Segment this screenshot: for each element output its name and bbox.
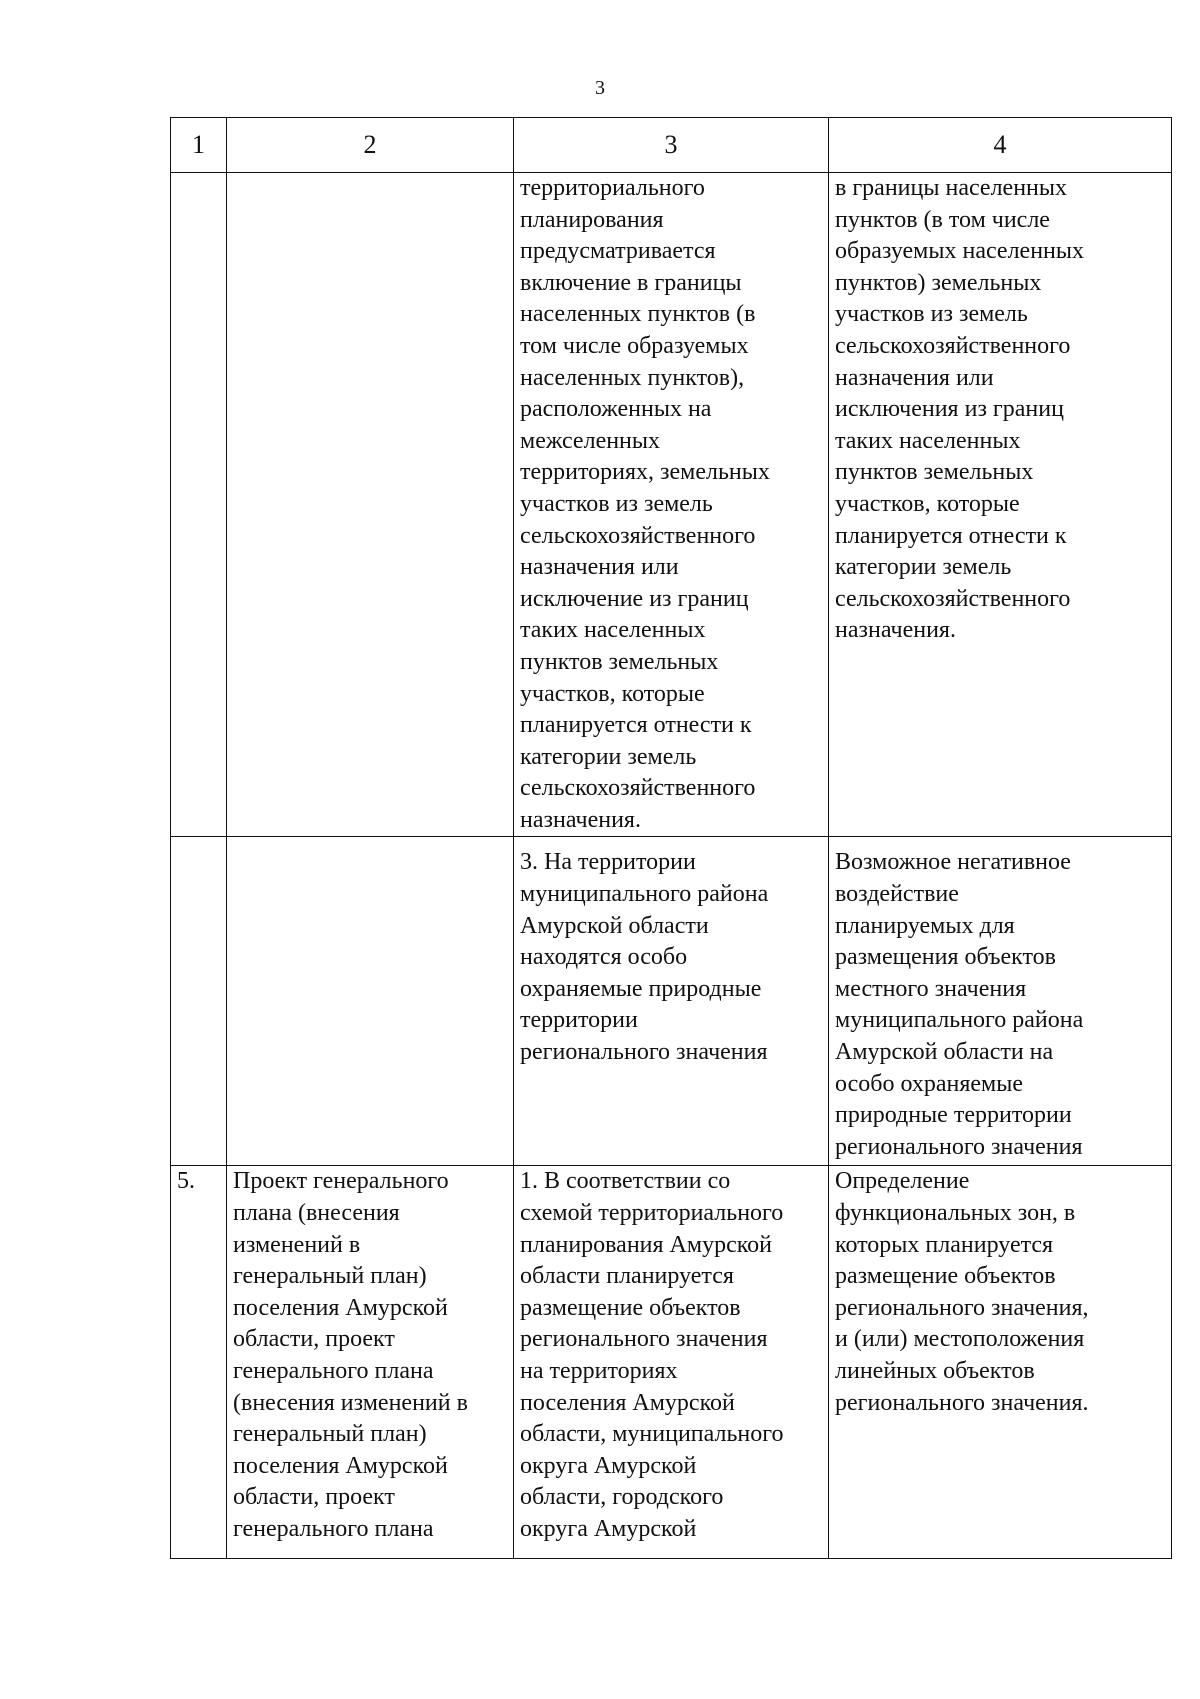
consequences-cell: в границы населенных пунктов (в том числе образуемых населенных пунктов) земельных участков из земель сельскохозяйственного назначения или исключения из границ таких населенных пунктов земельных участков, которые планируется отнести к категории земель сельскохозяйственного назначения.: [829, 173, 1172, 837]
project-cell: Проект генерального плана (внесения изменений в генеральный план) поселения Амурской области, проект генерального плана (внесения изменений в генеральный план) поселения Амурской области, проект генерального плана: [227, 1166, 514, 1559]
project-cell: [227, 173, 514, 837]
grounds-cell: территориального планирования предусматривается включение в границы населенных пунктов (в том числе образуемых населенных пунктов), расположенных на межселенных территориях, земельных участков из земель сельскохозяйственного назначения или исключение из границ таких населенных пунктов земельных участков, которые планируется отнести к категории земель сельскохозяйственного назначения.: [514, 173, 829, 837]
consequences-cell: Возможное негативное воздействие планируемых для размещения объектов местного значения муниципального района Амурской области на особо охраняемые природные территории регионального значения: [829, 837, 1172, 1166]
table-header-row: [171, 118, 1172, 173]
consequences-cell: Определение функциональных зон, в которых планируется размещение объектов регионального значения, и (или) местоположения линейных объектов регионального значения.: [829, 1166, 1172, 1559]
document-table: [170, 117, 1172, 1559]
project-cell: [227, 837, 514, 1166]
grounds-cell: 3. На территории муниципального района Амурской области находятся особо охраняемые природные территории регионального значения: [514, 837, 829, 1166]
table-row: [171, 837, 1172, 1166]
table-row: [171, 173, 1172, 837]
header-cell-4: 4: [829, 118, 1172, 173]
grounds-cell: 1. В соответствии со схемой территориального планирования Амурской области планируется размещение объектов регионального значения на территориях поселения Амурской области, муниципального округа Амурской области, городского округа Амурской: [514, 1166, 829, 1559]
row-number-cell: 5.: [171, 1166, 227, 1559]
page-number: 3: [595, 77, 605, 99]
header-cell-3: 3: [514, 118, 829, 173]
row-number-cell: [171, 173, 227, 837]
row-number-cell: [171, 837, 227, 1166]
header-cell-1: 1: [171, 118, 227, 173]
header-cell-2: 2: [227, 118, 514, 173]
table-row: [171, 1166, 1172, 1559]
